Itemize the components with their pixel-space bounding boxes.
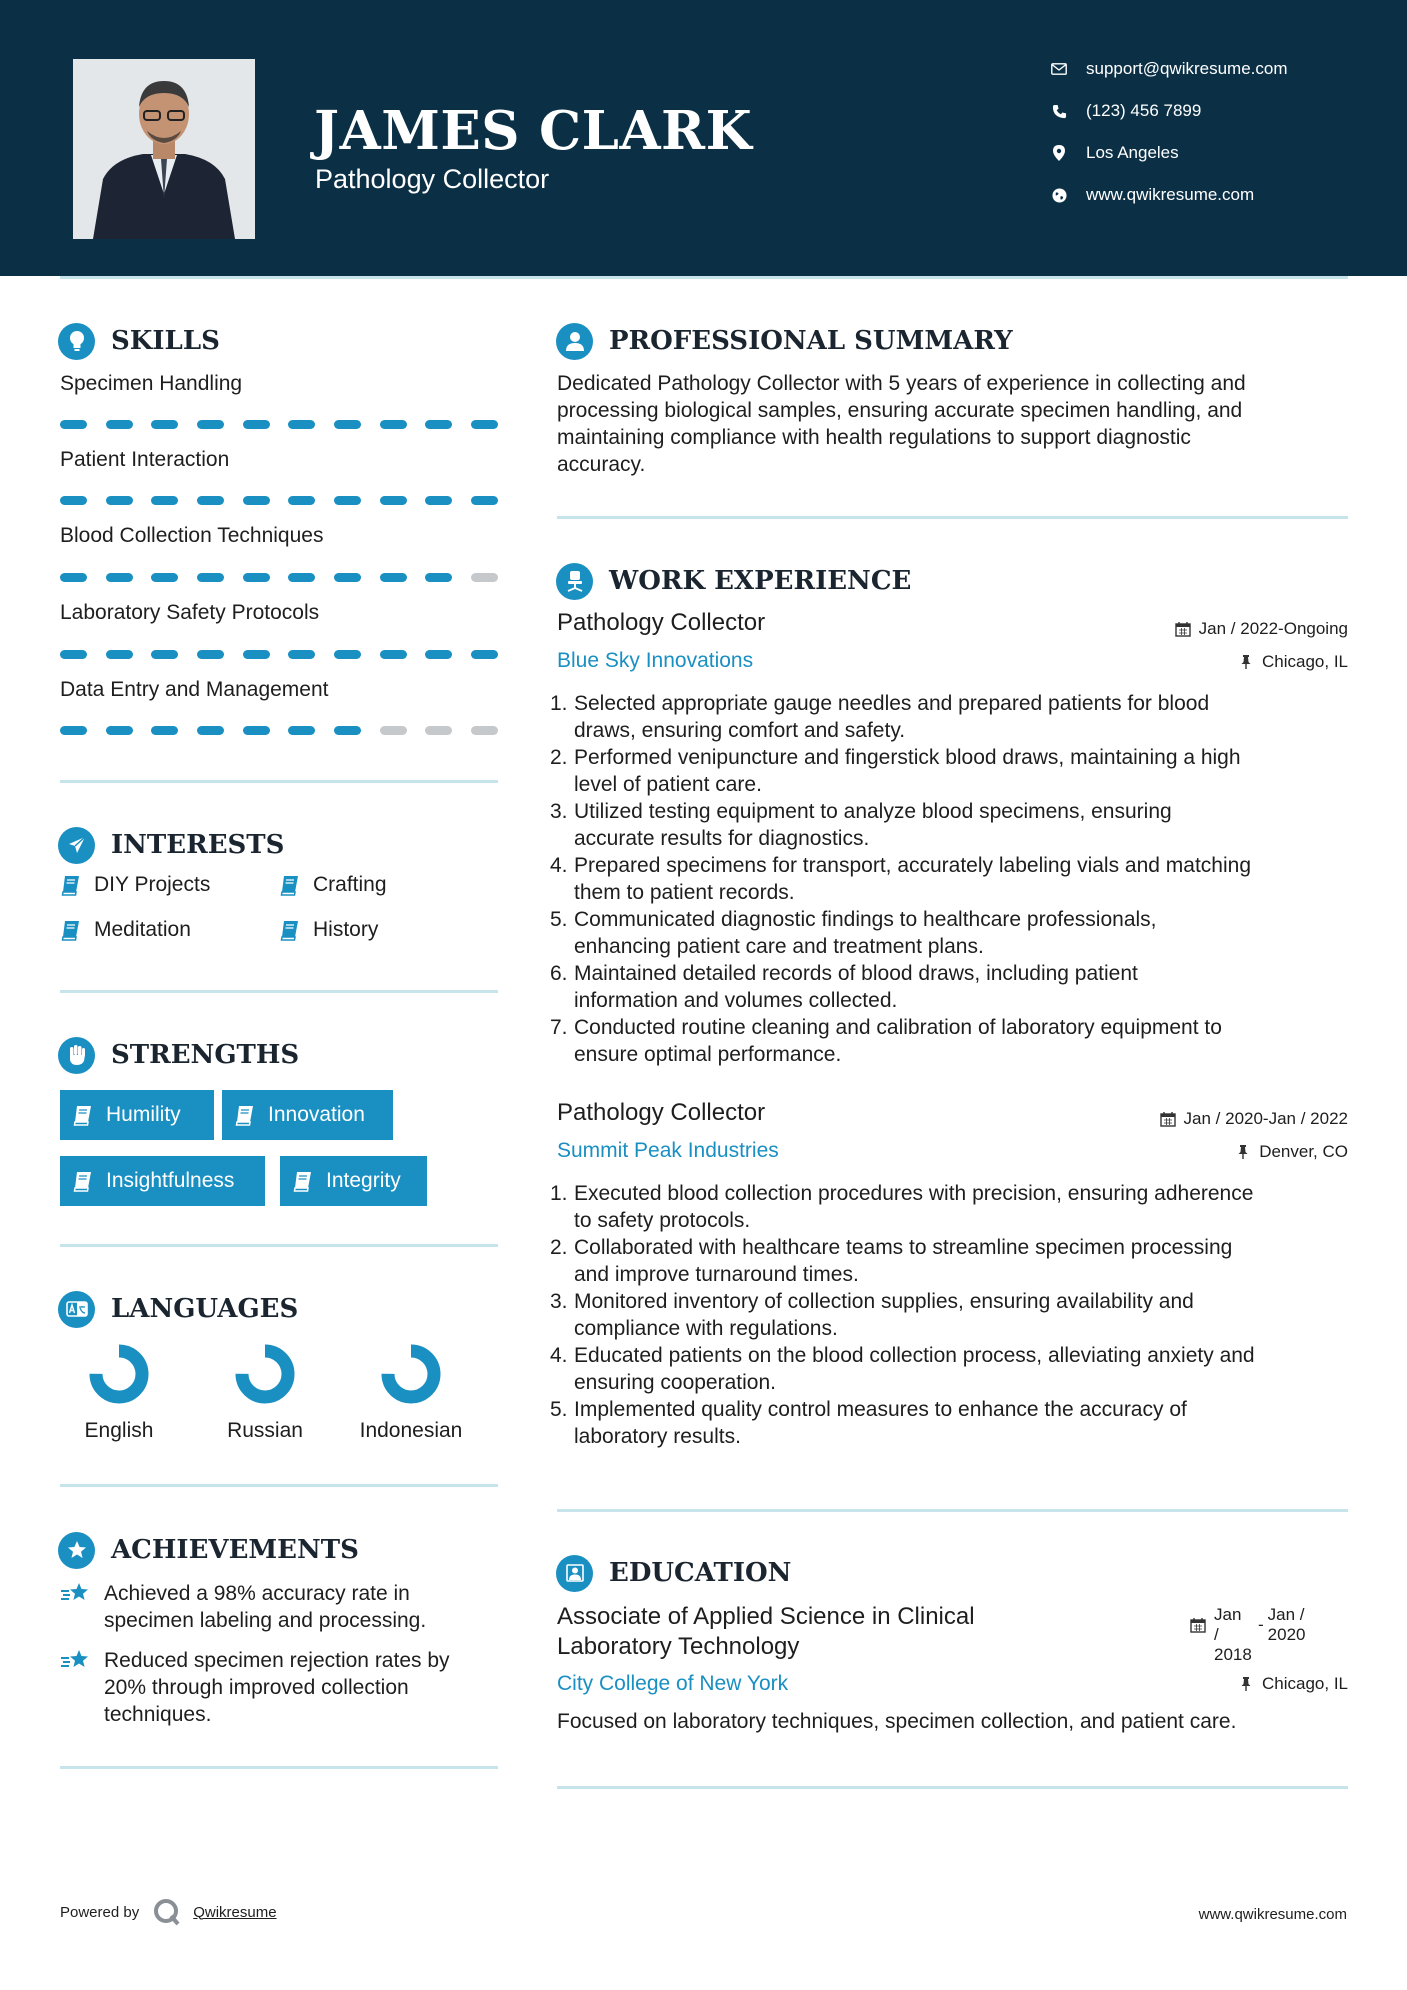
skill-dash-filled [151, 726, 178, 735]
strength-chip: Insightfulness [60, 1156, 265, 1206]
contact-phone-text: (123) 456 7899 [1086, 101, 1202, 120]
skill-dash-filled [197, 496, 224, 505]
job-dates: Jan / 2020-Jan / 2022 [1160, 1109, 1348, 1129]
skill-dash-filled [197, 650, 224, 659]
education-end-date: Jan / 2020 [1267, 1605, 1306, 1644]
calendar-icon [1160, 1111, 1176, 1127]
contact-website[interactable] [1050, 183, 1390, 207]
skill-dash-filled [106, 496, 133, 505]
raised-fist-icon [58, 1037, 95, 1074]
book-icon [72, 1170, 94, 1192]
section-divider [557, 516, 1348, 519]
contact-location [1050, 141, 1390, 165]
skill-dash-filled [60, 573, 87, 582]
skill-dash-filled [425, 573, 452, 582]
skill-label: Laboratory Safety Protocols [60, 601, 320, 624]
strength-chip: Humility [60, 1090, 214, 1140]
skill-rating-bar [60, 726, 498, 735]
list-item: 4. Prepared specimens for transport, accurately labeling vials and matching them to patient records. [550, 854, 1252, 904]
job-dates: Jan / 2022-Ongoing [1175, 619, 1348, 639]
language-level-ring [87, 1342, 151, 1406]
skill-dash-filled [334, 420, 361, 429]
skill-dash-filled [60, 650, 87, 659]
summary-text: Dedicated Pathology Collector with 5 years of experience in collecting and processing biological samples, ensuring accurate specimen handling, and maintaining compliance with health regulations to support diagnostic accuracy. [557, 372, 1246, 476]
pushpin-icon [1238, 1676, 1254, 1692]
qwikresume-logo-icon [153, 1898, 181, 1926]
skill-label: Specimen Handling [60, 372, 243, 395]
list-item: 1. Selected appropriate gauge needles and prepared patients for blood draws, ensuring comfort and safety. [550, 692, 1210, 742]
skill-label: Patient Interaction [60, 448, 230, 471]
profile-photo [73, 59, 255, 239]
envelope-icon [1050, 60, 1068, 78]
language-name: English [84, 1419, 154, 1442]
list-item: 7. Conducted routine cleaning and calibration of laboratory equipment to ensure optimal performance. [550, 1016, 1222, 1066]
languages-heading: LANGUAGES [58, 1289, 298, 1329]
candidate-name: JAMES CLARK [314, 100, 753, 162]
skill-dash-empty [425, 726, 452, 735]
skill-dash-filled [425, 650, 452, 659]
work-heading: WORK EXPERIENCE [556, 561, 911, 601]
language-level-ring [233, 1342, 297, 1406]
interest-item: Meditation [60, 918, 191, 942]
qwikresume-link[interactable]: Qwikresume [193, 1903, 277, 1921]
office-chair-icon [556, 563, 593, 600]
pushpin-icon [1238, 654, 1254, 670]
skill-dash-filled [334, 496, 361, 505]
footer-url[interactable]: www.qwikresume.com [1198, 1906, 1347, 1923]
list-item: 6. Maintained detailed records of blood draws, including patient information and volumes collected. [550, 962, 1138, 1012]
skill-dash-filled [471, 650, 498, 659]
strength-chip: Integrity [280, 1156, 427, 1206]
skill-dash-empty [380, 726, 407, 735]
job-title: Pathology Collector [557, 609, 766, 636]
phone-icon [1050, 102, 1068, 120]
skill-dash-filled [334, 650, 361, 659]
skill-dash-filled [243, 650, 270, 659]
interest-item: Crafting [279, 873, 387, 897]
contact-phone[interactable] [1050, 99, 1390, 123]
education-location: Chicago, IL [1238, 1674, 1348, 1694]
list-item: 3. Utilized testing equipment to analyze blood specimens, ensuring accurate results for diagnostics. [550, 800, 1172, 850]
calendar-icon [1190, 1617, 1206, 1633]
skill-dash-filled [243, 496, 270, 505]
language-name: Russian [227, 1419, 303, 1442]
skill-dash-filled [471, 496, 498, 505]
skill-dash-filled [334, 573, 361, 582]
skill-dash-filled [243, 420, 270, 429]
job-duties-list [550, 1180, 1356, 1450]
date-separator: - [1258, 1615, 1264, 1634]
paper-plane-icon [58, 827, 95, 864]
book-icon [72, 1104, 94, 1126]
skill-rating-bar [60, 496, 498, 505]
strengths-heading: STRENGTHS [58, 1035, 299, 1075]
list-item: 4. Educated patients on the blood collection process, alleviating anxiety and ensuring cooperation. [550, 1344, 1255, 1394]
section-divider [60, 780, 498, 783]
achievement-item: Achieved a 98% accuracy rate in specimen labeling and processing. [60, 1580, 500, 1634]
language-item [351, 1342, 471, 1443]
section-divider [557, 1786, 1348, 1789]
section-divider [60, 990, 498, 993]
skill-dash-filled [151, 496, 178, 505]
skill-dash-filled [288, 726, 315, 735]
skill-dash-filled [106, 726, 133, 735]
skill-dash-empty [471, 573, 498, 582]
skill-dash-filled [197, 573, 224, 582]
skill-dash-filled [197, 726, 224, 735]
skill-dash-filled [288, 650, 315, 659]
skill-dash-filled [60, 496, 87, 505]
map-pin-icon [1050, 144, 1068, 162]
shooting-star-icon [60, 1580, 92, 1607]
skill-rating-bar [60, 420, 498, 429]
globe-icon [1050, 186, 1068, 204]
skill-label: Blood Collection Techniques [60, 524, 324, 547]
pushpin-icon [1235, 1144, 1251, 1160]
skill-dash-filled [425, 496, 452, 505]
skill-dash-filled [60, 420, 87, 429]
contact-email-text: support@qwikresume.com [1086, 59, 1288, 78]
user-icon [556, 323, 593, 360]
skill-dash-filled [288, 496, 315, 505]
skills-heading: SKILLS [58, 321, 220, 361]
calendar-icon [1175, 621, 1191, 637]
book-icon [234, 1104, 256, 1126]
education-heading: EDUCATION [556, 1553, 791, 1593]
skill-dash-filled [106, 420, 133, 429]
lightbulb-icon [58, 323, 95, 360]
section-divider [60, 1244, 498, 1247]
job-duties-list [550, 690, 1356, 1068]
list-item: 2. Performed venipuncture and fingerstick blood draws, maintaining a high level of patient care. [550, 746, 1241, 796]
list-item: 5. Implemented quality control measures to enhance the accuracy of laboratory results. [550, 1398, 1187, 1448]
skill-dash-filled [380, 496, 407, 505]
graduate-icon [556, 1555, 593, 1592]
section-divider [60, 1766, 498, 1769]
book-icon [292, 1170, 314, 1192]
interests-heading: INTERESTS [58, 825, 284, 865]
language-name: Indonesian [359, 1419, 463, 1442]
skill-dash-filled [380, 650, 407, 659]
company-name: Blue Sky Innovations [557, 649, 754, 672]
list-item: 1. Executed blood collection procedures with precision, ensuring adherence to safety protocols. [550, 1182, 1254, 1232]
summary-heading: PROFESSIONAL SUMMARY [556, 321, 1013, 361]
skill-dash-filled [243, 573, 270, 582]
candidate-role: Pathology Collector [315, 164, 550, 194]
header-divider [60, 276, 1348, 279]
star-badge-icon [58, 1532, 95, 1569]
interest-item: DIY Projects [60, 873, 210, 897]
skill-dash-filled [106, 650, 133, 659]
degree-title: Associate of Applied Science in Clinical Laboratory Technology [557, 1603, 975, 1660]
interest-item: History [279, 918, 378, 942]
shooting-star-icon [60, 1647, 92, 1674]
section-divider [557, 1509, 1348, 1512]
company-name: Summit Peak Industries [557, 1139, 779, 1162]
education-description: Focused on laboratory techniques, specimen collection, and patient care. [557, 1710, 1237, 1733]
language-item [59, 1342, 179, 1443]
skill-dash-filled [471, 420, 498, 429]
skill-dash-filled [151, 573, 178, 582]
contact-location-text: Los Angeles [1086, 143, 1179, 162]
list-item: 3. Monitored inventory of collection supplies, ensuring availability and compliance with regulations. [550, 1290, 1194, 1340]
skill-dash-filled [334, 726, 361, 735]
language-item [205, 1342, 325, 1443]
skill-dash-filled [151, 420, 178, 429]
school-name: City College of New York [557, 1672, 789, 1695]
resume-header [0, 0, 1407, 276]
section-divider [60, 1484, 498, 1487]
education-dates [1190, 1605, 1308, 1665]
job-location: Chicago, IL [1238, 652, 1348, 672]
skill-dash-filled [60, 726, 87, 735]
skill-dash-filled [197, 420, 224, 429]
book-icon [60, 874, 82, 896]
skill-rating-bar [60, 650, 498, 659]
skill-dash-empty [471, 726, 498, 735]
skill-dash-filled [243, 726, 270, 735]
skill-dash-filled [380, 420, 407, 429]
list-item: 5. Communicated diagnostic findings to healthcare professionals, enhancing patient care and treatment plans. [550, 908, 1157, 958]
skill-dash-filled [151, 650, 178, 659]
skill-dash-filled [106, 573, 133, 582]
skill-rating-bar [60, 573, 498, 582]
education-start-date: Jan / 2018 [1214, 1605, 1252, 1664]
skill-dash-filled [380, 573, 407, 582]
job-location: Denver, CO [1235, 1142, 1348, 1162]
contact-website-text: www.qwikresume.com [1086, 185, 1255, 204]
footer-powered-by: Powered by Qwikresume [60, 1898, 277, 1926]
skill-label: Data Entry and Management [60, 678, 329, 701]
skill-dash-filled [288, 573, 315, 582]
book-icon [279, 874, 301, 896]
job-title: Pathology Collector [557, 1099, 766, 1126]
translate-icon [58, 1291, 95, 1328]
achievement-item: Reduced specimen rejection rates by 20% through improved collection techniques. [60, 1647, 500, 1728]
skill-dash-filled [288, 420, 315, 429]
list-item: 2. Collaborated with healthcare teams to streamline specimen processing and improve turnaround times. [550, 1236, 1233, 1286]
strength-chip: Innovation [222, 1090, 393, 1140]
skill-dash-filled [425, 420, 452, 429]
language-level-ring [379, 1342, 443, 1406]
contact-email[interactable] [1050, 57, 1390, 81]
achievements-heading: ACHIEVEMENTS [58, 1530, 359, 1570]
book-icon [60, 919, 82, 941]
book-icon [279, 919, 301, 941]
